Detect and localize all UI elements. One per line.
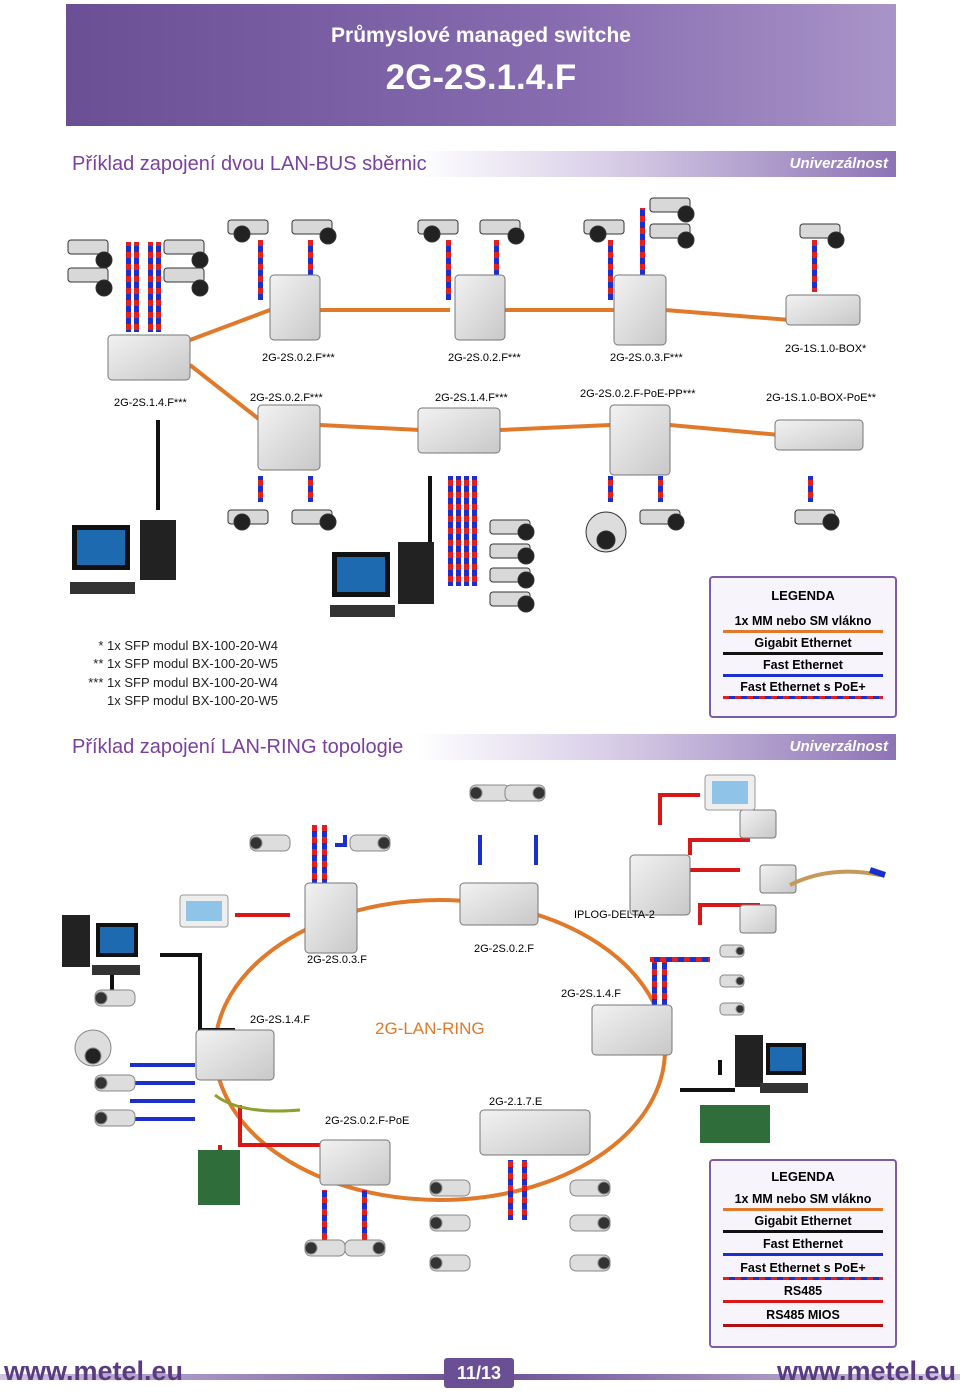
legend-ring-line-rs485	[723, 1300, 883, 1303]
label-switch-top2: 2G-2S.0.2.F***	[448, 352, 521, 364]
legend-ring-title: LEGENDA	[771, 1169, 835, 1184]
legend-line-fiber	[723, 630, 883, 633]
legend-bus-item-poe: Fast Ethernet s PoE+	[740, 680, 866, 694]
label-iplog: IPLOG-DELTA-2	[574, 909, 655, 921]
label-switch-mid1: 2G-2S.0.2.F***	[250, 392, 323, 404]
legend-ring-line-fast	[723, 1253, 883, 1256]
label-ring-sw3: 2G-2S.1.4.F	[561, 988, 621, 1000]
section-ring-tag: Univerzálnost	[789, 738, 888, 755]
note-line-3: *** 1x SFP modul BX-100-20-W4	[88, 675, 278, 690]
pc-icons	[70, 520, 434, 617]
label-ring-sw5: 2G-2.1.7.E	[489, 1096, 543, 1108]
legend-ring-item-gigabit: Gigabit Ethernet	[754, 1214, 852, 1228]
label-switch-top1: 2G-2S.0.2.F***	[262, 352, 335, 364]
note-line-2: ** 1x SFP modul BX-100-20-W5	[93, 656, 278, 671]
legend-ring-line-poe	[723, 1277, 883, 1280]
page-number: 11/13	[444, 1358, 514, 1388]
label-box-top: 2G-1S.1.0-BOX*	[785, 343, 867, 355]
legend-bus-title: LEGENDA	[771, 588, 835, 603]
legend-ring-line-rs485-mios	[723, 1324, 883, 1327]
switch-icons	[108, 275, 863, 475]
label-box-mid: 2G-1S.1.0-BOX-PoE**	[766, 392, 877, 404]
footer-url-right[interactable]: www.metel.eu	[776, 1356, 956, 1386]
legend-ring-item-rs485-mios: RS485 MIOS	[766, 1308, 840, 1322]
label-ring-sw6: 2G-2S.0.2.F-PoE	[325, 1115, 410, 1127]
legend-bus	[709, 576, 897, 718]
header-banner	[66, 4, 896, 126]
legend-ring-item-fast: Fast Ethernet	[763, 1237, 843, 1251]
label-ring-sw4: 2G-2S.1.4.F	[250, 1014, 310, 1026]
label-switch-mid-left: 2G-2S.1.4.F***	[114, 397, 187, 409]
label-ring-sw1: 2G-2S.0.3.F	[307, 954, 367, 966]
sensor-cable	[790, 872, 880, 885]
label-lan-ring: 2G-LAN-RING	[375, 1019, 485, 1038]
footer-url-left[interactable]: www.metel.eu	[4, 1356, 184, 1386]
legend-line-fast	[723, 674, 883, 677]
legend-bus-item-gigabit: Gigabit Ethernet	[754, 636, 852, 650]
legend-ring-item-fiber: 1x MM nebo SM vlákno	[734, 1192, 872, 1206]
section-bus-title: Příklad zapojení dvou LAN-BUS sběrnic	[72, 153, 427, 175]
legend-bus-item-fast: Fast Ethernet	[763, 658, 843, 672]
section-bus-header	[66, 151, 896, 177]
legend-ring-line-fiber	[723, 1208, 883, 1211]
legend-ring-item-poe: Fast Ethernet s PoE+	[740, 1261, 866, 1275]
legend-line-poe	[723, 696, 883, 699]
legend-ring-line-gigabit	[723, 1230, 883, 1233]
label-switch-mid2: 2G-2S.1.4.F***	[435, 392, 508, 404]
label-ring-sw2: 2G-2S.0.2.F	[474, 943, 534, 955]
header-subtitle: Průmyslové managed switche	[331, 24, 631, 47]
legend-ring-item-rs485: RS485	[783, 1284, 823, 1298]
label-switch-top3: 2G-2S.0.3.F***	[610, 352, 683, 364]
label-switch-mid3: 2G-2S.0.2.F-PoE-PP***	[580, 388, 696, 400]
legend-line-gigabit	[723, 652, 883, 655]
legend-ring	[709, 1159, 897, 1348]
note-line-1: * 1x SFP modul BX-100-20-W4	[98, 638, 278, 653]
header-title: 2G-2S.1.4.F	[385, 58, 577, 97]
note-line-4: 1x SFP modul BX-100-20-W5	[107, 693, 278, 708]
legend-bus-item-fiber: 1x MM nebo SM vlákno	[734, 614, 872, 628]
section-ring-title: Příklad zapojení LAN-RING topologie	[72, 736, 404, 758]
section-bus-tag: Univerzálnost	[789, 155, 888, 172]
section-ring-header	[66, 734, 896, 760]
fast-ethernet-lines	[130, 835, 536, 1119]
